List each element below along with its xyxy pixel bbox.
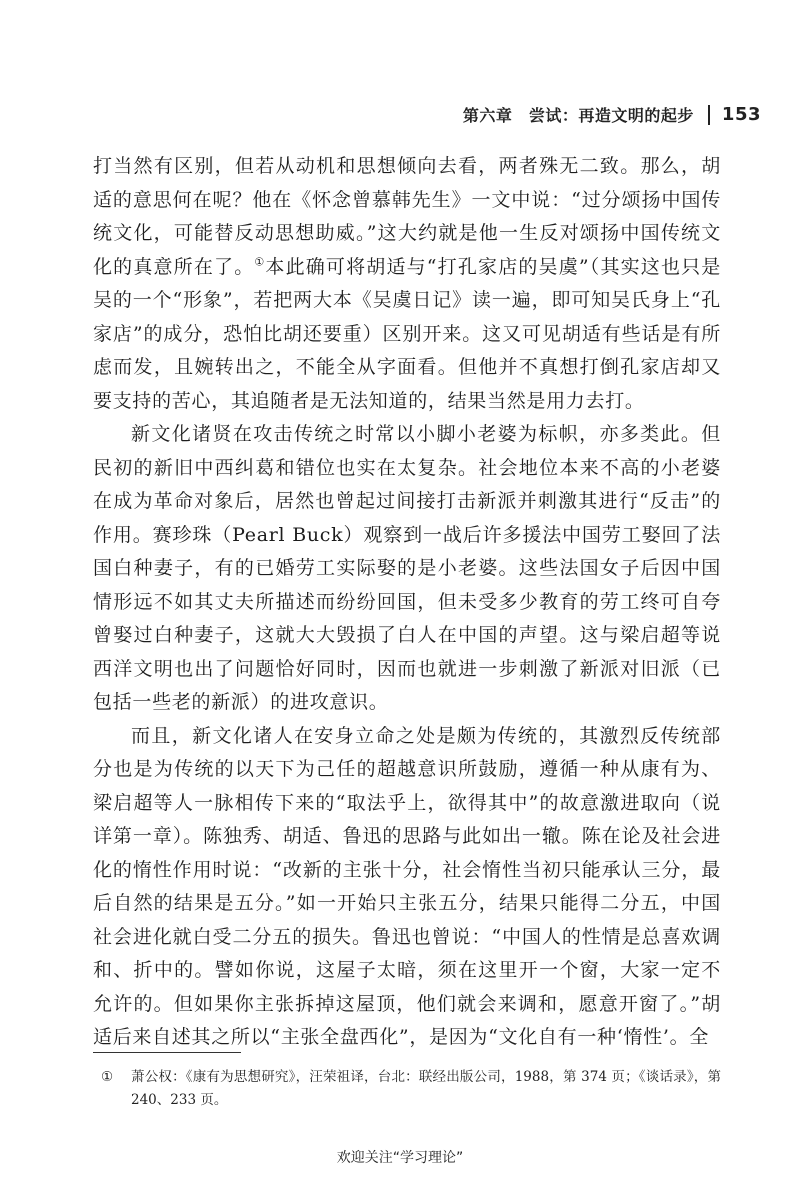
paragraph-1: [93, 150, 721, 418]
page-footer: 欢迎关注“学习理论”: [336, 1150, 464, 1166]
paragraph-1-part-a: 打当然有区别，但若从动机和思想倾向去看，两者殊无二致。那么，胡适的意思何在呢？他在《怀念曾慕韩先生》一文中说：“过分颂扬中国传统文化，可能替反动思想助威。”这大约就是他一生反对颂扬中国传统文化的真意所在了。: [93, 155, 721, 278]
footnote: [93, 1066, 721, 1112]
paragraph-3: 而且，新文化诸人在安身立命之处是颇为传统的，其激烈反传统部分也是为传统的以天下为己任的超越意识所鼓励，遵循一种从康有为、梁启超等人一脉相传下来的“取法乎上，欲得其中”的故意激进取向（说详第一章）。陈独秀、胡适、鲁迅的思路与此如出一辙。陈在论及社会进化的惰性作用时说：“改新的主张十分，社会惰性当初只能承认三分，最后自然的结果是五分。”如一开始只主张五分，结果只能得二分五，中国社会进化就白受二分五的损失。鲁迅也曾说：“中国人的性情是总喜欢调和、折中的。譬如你说，这屋子太暗，须在这里开一个窗，大家一定不允许的。但如果你主张拆掉这屋顶，他们就会来调和，愿意开窗了。”胡适后来自述其之所以“主张全盘西化”，是因为“文化自有一种‘惰性’。全: [93, 724, 721, 1048]
footnote-reference: ①: [254, 255, 266, 269]
running-head: [463, 103, 761, 126]
footnote-mark: ①: [101, 1069, 114, 1085]
chapter-title: 第六章 尝试：再造文明的起步: [462, 106, 694, 125]
header-divider: [708, 105, 710, 125]
paragraph-2: 新文化诸贤在攻击传统之时常以小脚小老婆为标帜，亦多类此。但民初的新旧中西纠葛和错位也实在太复杂。社会地位本来不高的小老婆在成为革命对象后，居然也曾起过间接打击新派并刺激其进行“反击”的作用。赛珍珠（Pearl Buck）观察到一战后许多援法中国劳工娶回了法国白种妻子，有的已婚劳工实际娶的是小老婆。这些法国女子后因中国情形远不如其丈夫所描述而纷纷回国，但未受多少教育的劳工终可自夸曾娶过白种妻子，这就大大毁损了白人在中国的声望。这与梁启超等说西洋文明也出了问题恰好同时，因而也就进一步刺激了新派对旧派（已包括一些老的新派）的进攻意识。: [93, 423, 721, 713]
footnote-text: 萧公权：《康有为思想研究》，汪荣祖译，台北：联经出版公司，1988，第 374 页；《谈话录》，第 240、233 页。: [131, 1069, 721, 1108]
page-number: 153: [721, 104, 761, 125]
footnote-divider: [93, 1052, 241, 1053]
paragraph-1-part-b: 本此确可将胡适与“打孔家店的吴虞”（其实这也只是吴的一个“形象”，若把两大本《吴虞日记》读一遍，即可知吴氏身上“孔家店”的成分，恐怕比胡还要重）区别开来。这又可见胡适有些话是有所虑而发，且婉转出之，不能全从字面看。但他并不真想打倒孔家店却又要支持的苦心，其追随者是无法知道的，结果当然是用力去打。: [93, 255, 721, 412]
body-text: [93, 150, 721, 1055]
